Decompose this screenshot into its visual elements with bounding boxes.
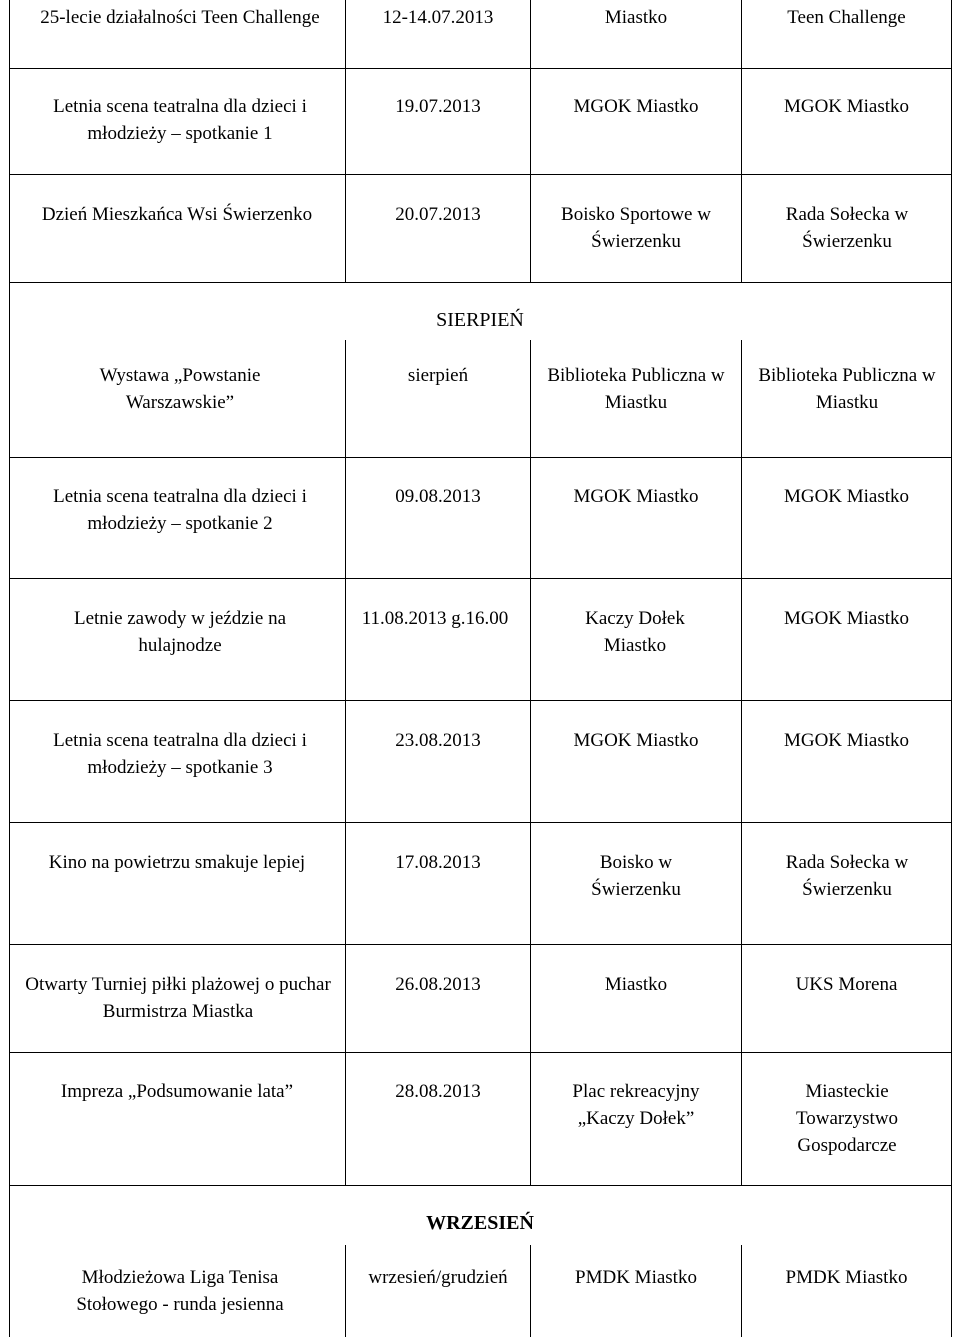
event-organizer: Miasteckie Towarzystwo Gospodarcze [795,1081,899,1156]
row-divider [9,1052,952,1053]
event-organizer: MGOK Miastko [783,730,910,751]
event-name: Kino na powietrzu smakuje lepiej [48,852,306,873]
event-place: Plac rekreacyjny „Kaczy Dołek” [572,1081,700,1129]
event-place: MGOK Miastko [573,730,699,751]
event-name: Letnia scena teatralna dla dzieci i młodzieży – spotkanie 1 [53,96,307,144]
event-place: Miastko [604,7,668,28]
column-divider [345,0,346,282]
event-name: Letnia scena teatralna dla dzieci i młodzieży – spotkanie 3 [53,730,307,778]
event-organizer: PMDK Miastko [785,1267,908,1288]
row-divider [9,944,952,945]
row-divider [9,700,952,701]
row-divider [9,578,952,579]
event-name: Wystawa „Powstanie Warszawskie” [99,365,261,413]
event-organizer: UKS Morena [795,974,898,995]
event-organizer: MGOK Miastko [783,608,910,629]
event-organizer: Teen Challenge [787,7,906,28]
event-name: Dzień Mieszkańca Wsi Świerzenko [41,204,313,225]
event-date: 09.08.2013 [395,486,481,507]
column-divider [741,340,742,1185]
column-divider [345,340,346,1185]
event-name: Letnia scena teatralna dla dzieci i młodzieży – spotkanie 2 [53,486,307,534]
event-date: 12-14.07.2013 [382,7,494,28]
column-divider [741,1245,742,1337]
row-divider [9,174,952,175]
row-divider [9,822,952,823]
event-name: 25-lecie działalności Teen Challenge [40,7,320,28]
event-organizer: Rada Sołecka w Świerzenku [785,204,909,252]
event-date: 26.08.2013 [395,974,481,995]
event-place: MGOK Miastko [573,486,699,507]
event-name: Otwarty Turniej piłki plażowej o puchar Burmistrza Miastka [25,974,331,1022]
row-divider [9,1185,952,1186]
event-place: Boisko w Świerzenku [591,852,681,900]
event-date: sierpień [407,365,469,386]
event-organizer: MGOK Miastko [783,96,910,117]
column-divider [530,0,531,282]
column-divider [345,1245,346,1337]
event-organizer: Biblioteka Publiczna w Miastku [758,365,936,413]
event-place: MGOK Miastko [573,96,699,117]
event-date: 11.08.2013 g.16.00 [361,608,509,629]
table-border-right [951,0,952,1337]
event-name: Impreza „Podsumowanie lata” [60,1081,294,1102]
row-divider [9,68,952,69]
event-date: 20.07.2013 [395,204,481,225]
event-date: 23.08.2013 [395,730,481,751]
event-place: Miastko [604,974,668,995]
column-divider [530,1245,531,1337]
event-organizer: MGOK Miastko [783,486,910,507]
event-place: Biblioteka Publiczna w Miastku [547,365,725,413]
event-date: 17.08.2013 [395,852,481,873]
month-header-september: WRZESIEŃ [426,1212,534,1234]
column-divider [741,0,742,282]
event-organizer: Rada Sołecka w Świerzenku [785,852,909,900]
event-date: wrzesień/grudzień [368,1267,508,1288]
event-date: 28.08.2013 [395,1081,481,1102]
event-place: Kaczy Dołek Miastko [585,608,685,656]
row-divider [9,282,952,283]
event-place: PMDK Miastko [575,1267,697,1288]
event-name: Letnie zawody w jeździe na hulajnodze [73,608,287,656]
row-divider [9,457,952,458]
event-place: Boisko Sportowe w Świerzenku [561,204,711,252]
month-header-august: SIERPIEŃ [436,309,524,331]
event-name: Młodzieżowa Liga Tenisa Stołowego - runda jesienna [76,1267,284,1315]
event-date: 19.07.2013 [395,96,481,117]
column-divider [530,340,531,1185]
